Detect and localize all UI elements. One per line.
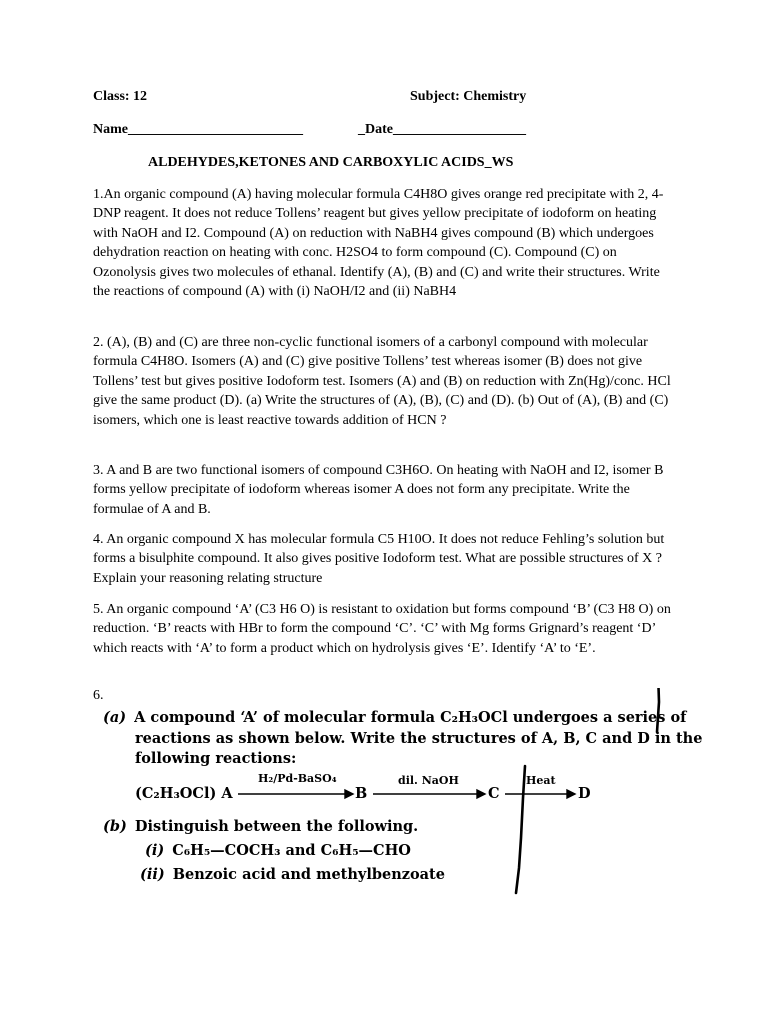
reagent-3: Heat [526,774,556,787]
name-field: Name_________________________ [93,122,303,137]
class-label: Class: 12 [93,89,148,104]
product-d: D [578,785,591,802]
worksheet-title: ALDEHYDES,KETONES AND CARBOXYLIC ACIDS_WS [148,155,514,170]
question-5: 5. An organic compound ‘A’ (C3 H6 O) is resistant to oxidation but forms compound ‘B’ (C3 H8 O) on reduction. ‘B’ reacts with HBr to form the compound ‘C’. ‘C’ with Mg forms Grignard’s reagent ‘D’ which reacts with ‘A’ to form a product which on hydrolysis gives ‘E’. Identify ‘A’ to ‘E’. [93,602,671,656]
q6b-ii-text: Benzoic acid and methylbenzoate [172,866,445,883]
question-2: 2. (A), (B) and (C) are three non-cyclic functional isomers of a carbonyl compound with molecular formula C4H8O. Isomers (A) and (C) give positive Tollens’ test whereas isomer (B) does not give Tollens’ test but gives positive Iodoform test. Isomers (A) and (B) on reduction with Zn(Hg)/conc. HCl give the same product (D). (a) Write the structures of (A), (B), (C) and (D). (b) Out of (A), (B) and (C) isomers, which one is least reactive towards addition of HCN ? [93,335,671,428]
product-b: B [355,785,368,802]
question-3: 3. A and B are two functional isomers of compound C3H6O. On heating with NaOH and I2, isomer B forms yellow precipitate of iodoform whereas isomer A does not form any precipitate. Write the formulae of A and B. [93,463,664,517]
q6b-text: Distinguish between the following. [134,818,419,835]
q6a-label: (a) [103,709,127,726]
q6b-i-label: (i) [145,842,165,859]
subject-label: Subject: Chemistry [410,89,527,104]
q6a-line-3: following reactions: [135,750,297,767]
reagent-2: dil. NaOH [398,774,459,787]
q6b-item-ii [140,866,445,883]
q6b-line [103,818,418,835]
q6b-i-text: C₆H₅—COCH₃ and C₆H₅—CHO [172,842,411,859]
question-1: 1.An organic compound (A) having molecular formula C4H8O gives orange red precipitate with 2, 4-DNP reagent. It does not reduce Tollens’ reagent but gives yellow precipitate of iodoform on heating with NaOH and I2. Compound (A) on reduction with NaBH4 gives compound (B) which undergoes dehydration reaction on heating with conc. H2SO4 to form compound (C). Compound (C) on Ozonolysis gives two molecules of ethanal. Identify (A), (B) and (C) and write their structures. Write the reactions of compound (A) with (i) NaOH/I2 and (ii) NaBH4 [93,187,664,300]
q6b-item-i [145,842,411,859]
q6a-line-2: reactions as shown below. Write the structures of A, B, C and D in the [135,730,703,747]
product-c: C [488,785,500,802]
question-6-number: 6. [93,688,104,703]
pen-marks [516,688,659,893]
date-field: _Date___________________ [358,122,526,137]
reagent-1: H₂/Pd-BaSO₄ [258,772,337,785]
question-6-scanned-block [93,688,703,898]
q6b-label: (b) [103,818,127,835]
q6b-ii-label: (ii) [140,866,165,883]
reaction-start: (C₂H₃OCl) A [135,785,233,802]
q6a-text-1: A compound ‘A’ of molecular formula C₂H₃OCl undergoes a series of [134,709,687,726]
question-4: 4. An organic compound X has molecular formula C5 H10O. It does not reduce Fehling’s solution but forms a bisulphite compound. It also gives positive Iodoform test. What are possible structures of X ? Explain your reasoning relating structure [93,532,665,586]
